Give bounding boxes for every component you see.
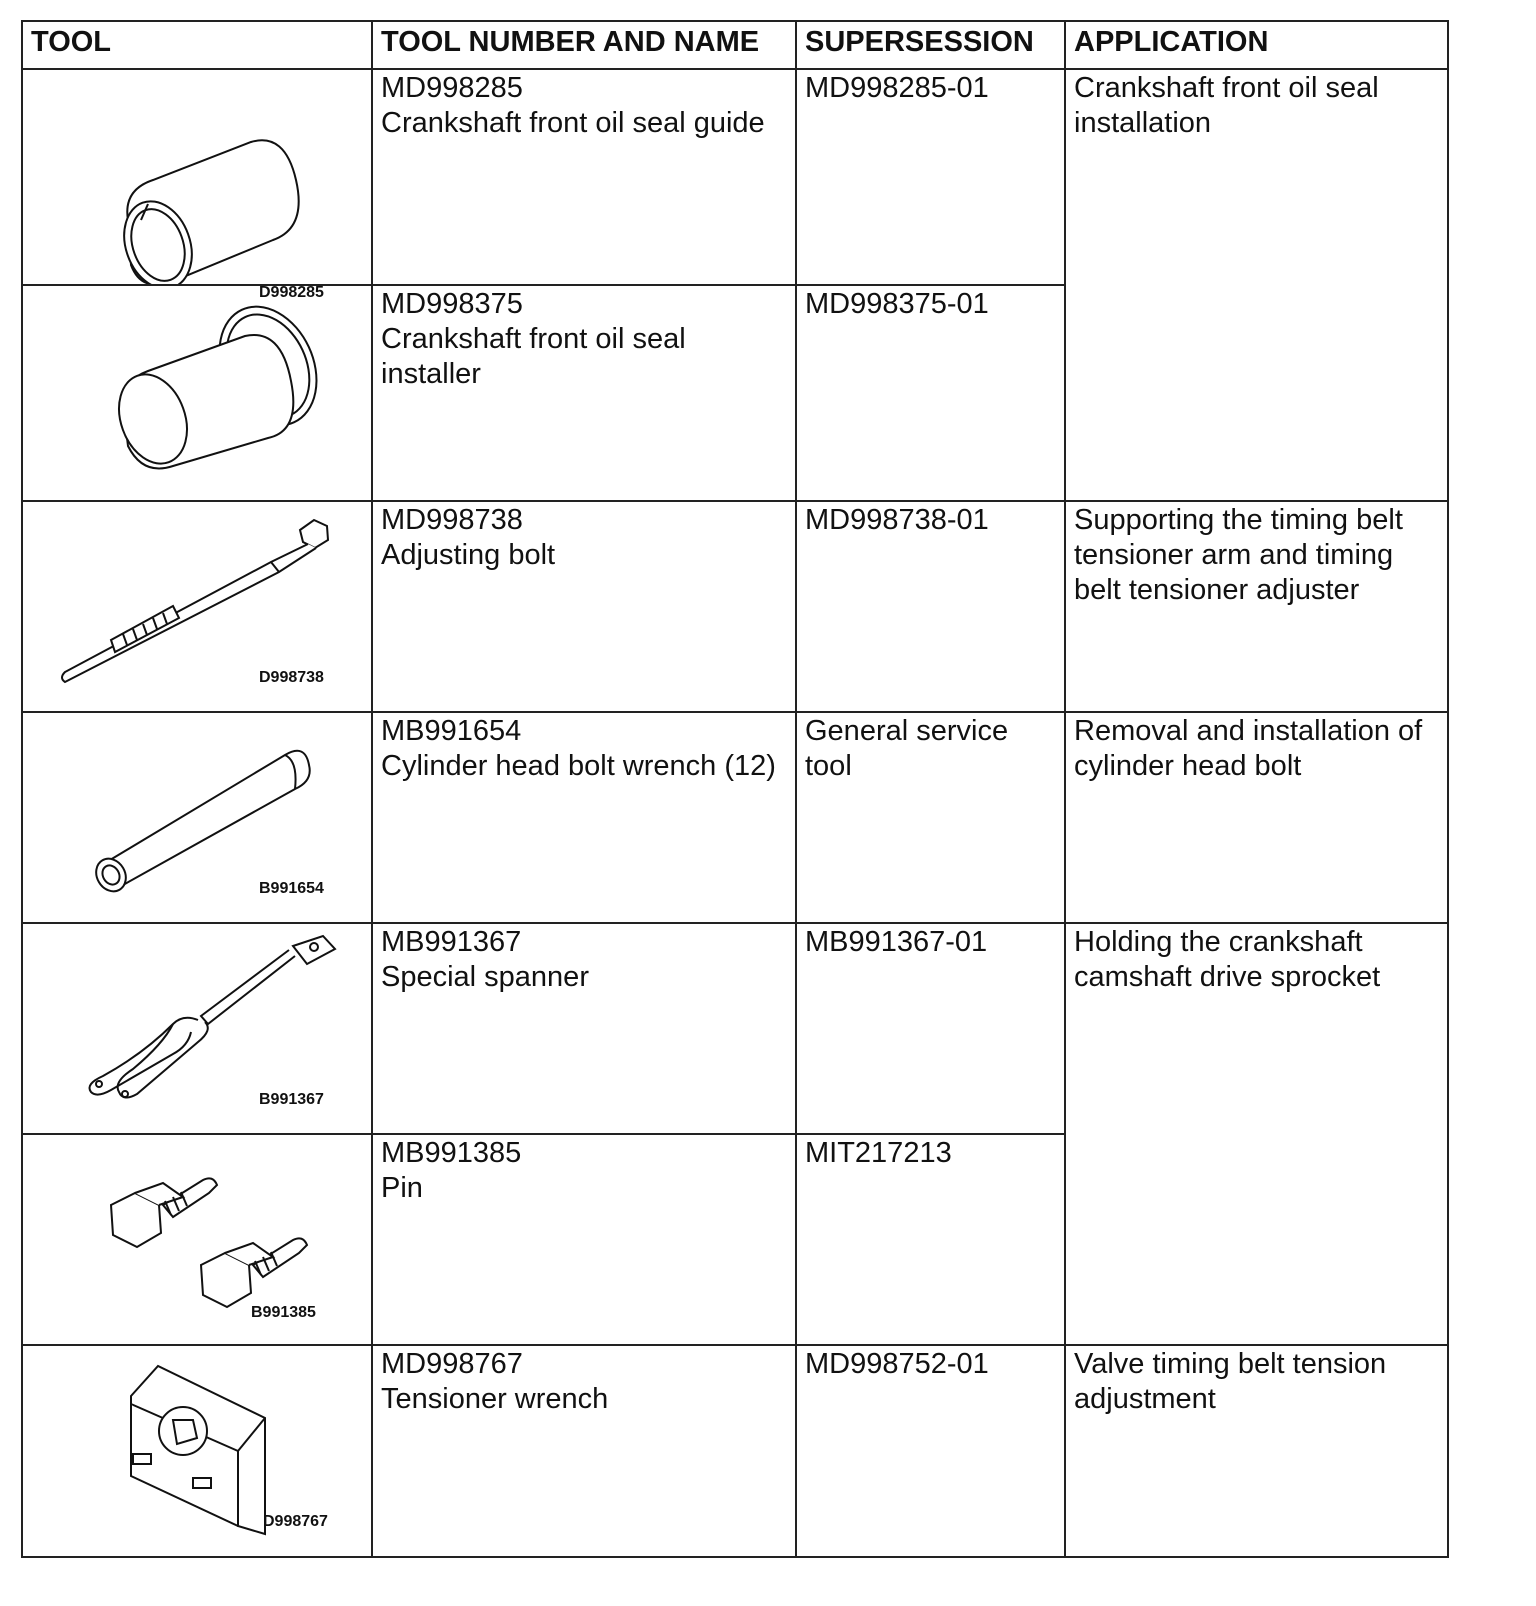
table-row <box>22 1345 1448 1557</box>
tool-name: Crankshaft front oil seal guide <box>381 107 765 139</box>
header-tool: TOOL <box>22 21 372 69</box>
tool-image-cell <box>22 923 372 1134</box>
supersession-cell: MB991367-01 <box>796 923 1065 1134</box>
table-header-row <box>22 21 1448 69</box>
application-cell: Crankshaft front oil seal installation <box>1065 69 1448 501</box>
supersession-cell: MD998285-01 <box>796 69 1065 285</box>
tool-name: Special spanner <box>381 961 589 993</box>
tool-number: MD998738 <box>381 504 523 536</box>
tool-image-cell <box>22 69 372 301</box>
supersession-cell: MIT217213 <box>796 1134 1065 1345</box>
tool-image-cell <box>22 1134 372 1345</box>
tool-number-name-cell <box>372 501 796 712</box>
application-cell: Removal and installation of cylinder head bolt <box>1065 712 1448 923</box>
tool-code: B991654 <box>259 880 324 897</box>
tool-number-name-cell <box>372 1134 796 1345</box>
tool-name: Pin <box>381 1172 423 1204</box>
tool-code: D998285 <box>259 284 324 301</box>
tool-code: D998767 <box>263 1513 328 1530</box>
tool-name: Cylinder head bolt wrench (12) <box>381 750 776 782</box>
tool-number-name-cell <box>372 923 796 1134</box>
oil-seal-installer-icon <box>23 286 371 500</box>
application-cell: Holding the crankshaft camshaft drive sprocket <box>1065 923 1448 1345</box>
table-row <box>22 923 1448 1134</box>
tool-code: B991367 <box>259 1091 324 1108</box>
tool-image-cell <box>22 712 372 923</box>
tool-name: Tensioner wrench <box>381 1383 609 1415</box>
table-row <box>22 501 1448 712</box>
tool-number-name-cell <box>372 69 796 285</box>
tool-number: MD998375 <box>381 288 523 320</box>
table-row <box>22 69 1448 285</box>
tool-name: Crankshaft front oil seal installer <box>381 323 686 390</box>
tool-number: MD998767 <box>381 1348 523 1380</box>
header-supersession: SUPERSESSION <box>796 21 1065 69</box>
tool-number-name-cell <box>372 285 796 501</box>
tool-code: D998738 <box>259 669 324 686</box>
tool-image-cell <box>22 501 372 712</box>
tool-image-cell <box>22 1345 372 1557</box>
supersession-cell: MD998375-01 <box>796 285 1065 501</box>
application-cell: Valve timing belt tension adjustment <box>1065 1345 1448 1557</box>
supersession-cell: General service tool <box>796 712 1065 923</box>
tool-code: B991385 <box>251 1304 316 1321</box>
tool-number-name-cell <box>372 712 796 923</box>
tool-number: MD998285 <box>381 72 523 104</box>
supersession-cell: MD998752-01 <box>796 1345 1065 1557</box>
supersession-cell: MD998738-01 <box>796 501 1065 712</box>
oil-seal-guide-icon <box>23 70 371 284</box>
pin-icon <box>23 1135 371 1344</box>
header-application: APPLICATION <box>1065 21 1448 69</box>
tool-number: MB991654 <box>381 715 522 747</box>
tool-number: MB991367 <box>381 926 522 958</box>
tool-number: MB991385 <box>381 1137 522 1169</box>
tool-name: Adjusting bolt <box>381 539 556 571</box>
header-number-name: TOOL NUMBER AND NAME <box>372 21 796 69</box>
tool-image-cell <box>22 285 372 501</box>
application-cell: Supporting the timing belt tensioner arm and timing belt tensioner adjuster <box>1065 501 1448 712</box>
tool-number-name-cell <box>372 1345 796 1557</box>
special-tools-table <box>21 20 1449 1558</box>
table-row <box>22 712 1448 923</box>
